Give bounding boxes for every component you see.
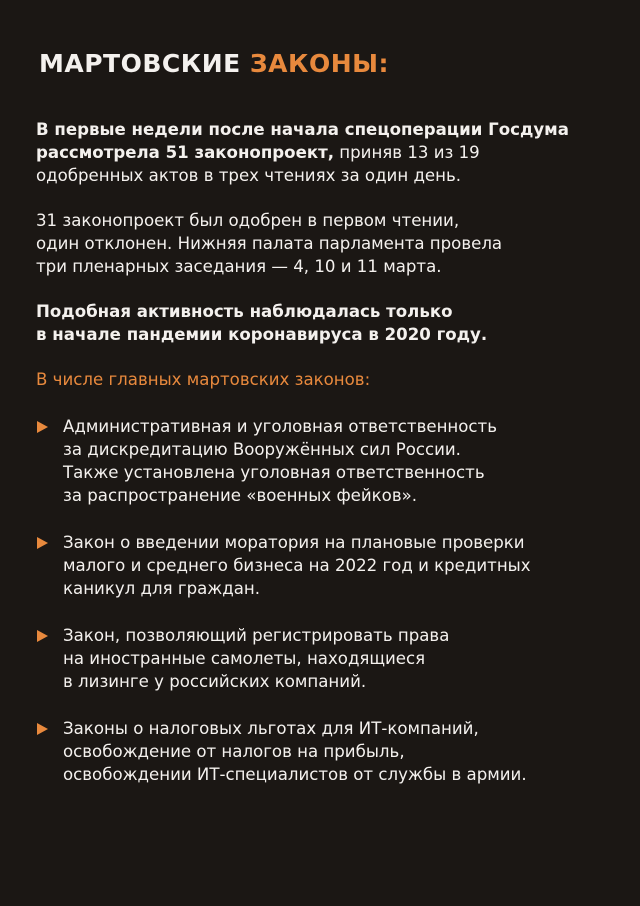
- list-item-line: на иностранные самолеты, находящиеся: [63, 649, 426, 668]
- intro-line-2: [36, 141, 626, 164]
- intro-line-3: одобренных актов в трех чтениях за один день.: [36, 166, 462, 185]
- list-item-line: малого и среднего бизнеса на 2022 год и кредитных: [63, 556, 531, 575]
- list-heading: В числе главных мартовских законов:: [36, 370, 371, 389]
- list-item-line: в лизинге у российских компаний.: [63, 672, 367, 691]
- list-item-line: Административная и уголовная ответственность: [63, 417, 497, 436]
- triangle-right-icon: [37, 421, 48, 433]
- list-item-line: Закон о введении моратория на плановые проверки: [63, 533, 525, 552]
- triangle-right-icon: [37, 630, 48, 642]
- list-item-line: освобождение от налогов на прибыль,: [63, 742, 405, 761]
- title-main: МАРТОВСКИЕ: [39, 49, 241, 78]
- page-title: [39, 48, 626, 80]
- paragraph-activity: [36, 300, 626, 346]
- list-item: [36, 624, 626, 693]
- list-item: [36, 717, 626, 786]
- list-item-line: Закон, позволяющий регистрировать права: [63, 626, 450, 645]
- intro-line-2-rest: приняв 13 из 19: [334, 143, 480, 162]
- activity-line-2: в начале пандемии коронавируса в 2020 году.: [36, 325, 488, 344]
- intro-line-2-bold: рассмотрела 51 законопроект,: [36, 143, 335, 162]
- list-item-line: Законы о налоговых льготах для ИТ-компаний,: [63, 719, 479, 738]
- list-item: [36, 531, 626, 600]
- readings-line-3: три пленарных заседания — 4, 10 и 11 марта.: [36, 257, 442, 276]
- readings-line-2: один отклонен. Нижняя палата парламента провела: [36, 234, 503, 253]
- paragraph-intro: [36, 118, 626, 187]
- article: [36, 48, 626, 810]
- laws-list: [36, 415, 626, 786]
- intro-line-1: В первые недели после начала спецоперации Госдума: [36, 120, 569, 139]
- list-item-line: каникул для граждан.: [63, 579, 261, 598]
- paragraph-readings: [36, 209, 626, 278]
- list-item-line: за дискредитацию Вооружённых сил России.: [63, 440, 461, 459]
- triangle-right-icon: [37, 537, 48, 549]
- title-accent: ЗАКОНЫ:: [249, 49, 390, 78]
- triangle-right-icon: [37, 723, 48, 735]
- list-item-line: Также установлена уголовная ответственность: [63, 463, 485, 482]
- list-item-line: освобождении ИТ-специалистов от службы в армии.: [63, 765, 527, 784]
- list-item-line: за распространение «военных фейков».: [63, 486, 418, 505]
- activity-line-1: Подобная активность наблюдалась только: [36, 302, 453, 321]
- list-item: [36, 415, 626, 507]
- readings-line-1: 31 законопроект был одобрен в первом чтении,: [36, 211, 460, 230]
